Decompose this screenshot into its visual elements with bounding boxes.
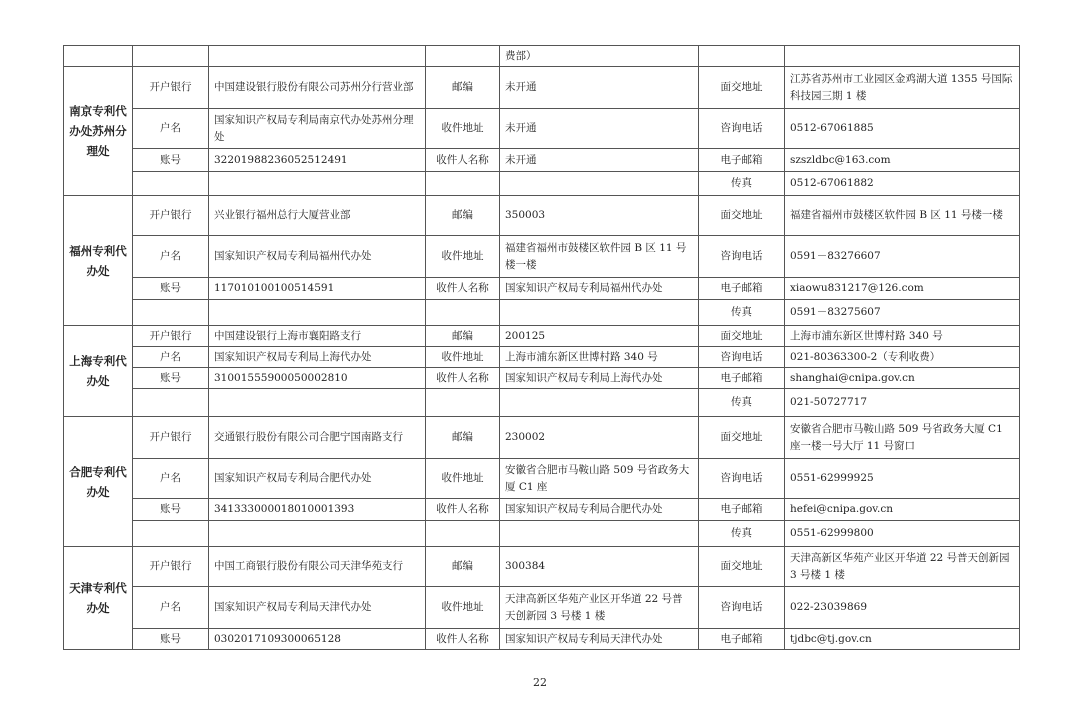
- fax-label: 传真: [699, 172, 785, 196]
- office-name: 上海专利代办处: [64, 326, 133, 417]
- email-label: 电子邮箱: [699, 278, 785, 300]
- account-no-value: 31001555900050002810: [209, 368, 426, 389]
- recv-name-label: 收件人名称: [426, 278, 500, 300]
- account-no-value: 117010100100514591: [209, 278, 426, 300]
- bank-value: 兴业银行福州总行大厦营业部: [209, 196, 426, 236]
- recv-address-value: 天津高新区华苑产业区开华道 22 号普天创新园 3 号楼 1 楼: [500, 587, 699, 629]
- table-row: [64, 459, 1020, 499]
- table-row: [64, 196, 1020, 236]
- email-value: xiaowu831217@126.com: [785, 278, 1020, 300]
- phone-value: 021-80363300-2（专利收费）: [785, 347, 1020, 368]
- office-address-label: 面交地址: [699, 196, 785, 236]
- recipient-address-tail: 费部）: [500, 46, 699, 67]
- postcode-label: 邮编: [426, 67, 500, 109]
- account-name-label: 户名: [133, 109, 209, 149]
- table-row: [64, 417, 1020, 459]
- office-name: 福州专利代办处: [64, 196, 133, 326]
- recv-name-value: 国家知识产权局专利局福州代办处: [500, 278, 699, 300]
- table-row: [64, 109, 1020, 149]
- fax-value: 021-50727717: [785, 389, 1020, 417]
- recv-name-value: 国家知识产权局专利局天津代办处: [500, 629, 699, 650]
- email-label: 电子邮箱: [699, 149, 785, 172]
- account-name-label: 户名: [133, 587, 209, 629]
- office-address-value: 安徽省合肥市马鞍山路 509 号省政务大厦 C1 座一楼一号大厅 11 号窗口: [785, 417, 1020, 459]
- recv-address-label: 收件地址: [426, 236, 500, 278]
- bank-value: 中国建设银行上海市襄阳路支行: [209, 326, 426, 347]
- account-name-value: 国家知识产权局专利局福州代办处: [209, 236, 426, 278]
- table-row: [64, 46, 1020, 67]
- recv-address-label: 收件地址: [426, 347, 500, 368]
- table-row: [64, 368, 1020, 389]
- email-value: szszldbc@163.com: [785, 149, 1020, 172]
- page-number: 22: [533, 676, 547, 689]
- office-address-value: 江苏省苏州市工业园区金鸡湖大道 1355 号国际科技园三期 1 楼: [785, 67, 1020, 109]
- account-no-label: 账号: [133, 629, 209, 650]
- recv-name-label: 收件人名称: [426, 149, 500, 172]
- table-row: [64, 389, 1020, 417]
- postcode-value: 200125: [500, 326, 699, 347]
- office-address-label: 面交地址: [699, 417, 785, 459]
- bank-label: 开户银行: [133, 417, 209, 459]
- table-row: [64, 172, 1020, 196]
- recv-address-label: 收件地址: [426, 587, 500, 629]
- recv-name-label: 收件人名称: [426, 499, 500, 521]
- account-no-label: 账号: [133, 368, 209, 389]
- account-no-value: 32201988236052512491: [209, 149, 426, 172]
- office-address-label: 面交地址: [699, 326, 785, 347]
- phone-value: 0591－83276607: [785, 236, 1020, 278]
- postcode-value: 未开通: [500, 67, 699, 109]
- recv-name-label: 收件人名称: [426, 368, 500, 389]
- recv-name-value: 国家知识产权局专利局合肥代办处: [500, 499, 699, 521]
- phone-label: 咨询电话: [699, 587, 785, 629]
- fax-label: 传真: [699, 300, 785, 326]
- table-row: [64, 521, 1020, 547]
- phone-label: 咨询电话: [699, 347, 785, 368]
- postcode-value: 230002: [500, 417, 699, 459]
- phone-value: 022-23039869: [785, 587, 1020, 629]
- office-address-value: 福建省福州市鼓楼区软件园 B 区 11 号楼一楼: [785, 196, 1020, 236]
- table-row: [64, 236, 1020, 278]
- fax-value: 0551-62999800: [785, 521, 1020, 547]
- table-row: [64, 629, 1020, 650]
- table-row: [64, 67, 1020, 109]
- account-name-label: 户名: [133, 459, 209, 499]
- recv-address-value: 上海市浦东新区世博村路 340 号: [500, 347, 699, 368]
- office-address-label: 面交地址: [699, 547, 785, 587]
- recv-name-label: 收件人名称: [426, 629, 500, 650]
- account-no-label: 账号: [133, 149, 209, 172]
- patent-office-table: [63, 45, 1020, 650]
- phone-label: 咨询电话: [699, 236, 785, 278]
- postcode-label: 邮编: [426, 417, 500, 459]
- phone-label: 咨询电话: [699, 459, 785, 499]
- email-value: shanghai@cnipa.gov.cn: [785, 368, 1020, 389]
- office-address-value: 上海市浦东新区世博村路 340 号: [785, 326, 1020, 347]
- recv-address-label: 收件地址: [426, 109, 500, 149]
- recv-address-label: 收件地址: [426, 459, 500, 499]
- account-name-value: 国家知识产权局专利局上海代办处: [209, 347, 426, 368]
- office-name: 合肥专利代办处: [64, 417, 133, 547]
- email-label: 电子邮箱: [699, 629, 785, 650]
- office-name: 天津专利代办处: [64, 547, 133, 650]
- table-row: [64, 300, 1020, 326]
- email-value: tjdbc@tj.gov.cn: [785, 629, 1020, 650]
- table-row: [64, 347, 1020, 368]
- table-row: [64, 326, 1020, 347]
- office-address-label: 面交地址: [699, 67, 785, 109]
- bank-label: 开户银行: [133, 67, 209, 109]
- account-name-label: 户名: [133, 347, 209, 368]
- account-name-value: 国家知识产权局专利局合肥代办处: [209, 459, 426, 499]
- account-name-label: 户名: [133, 236, 209, 278]
- postcode-label: 邮编: [426, 547, 500, 587]
- account-no-value: 341333000018010001393: [209, 499, 426, 521]
- recv-name-value: 国家知识产权局专利局上海代办处: [500, 368, 699, 389]
- office-name: 南京专利代办处苏州分理处: [64, 67, 133, 196]
- recv-address-value: 未开通: [500, 109, 699, 149]
- email-label: 电子邮箱: [699, 368, 785, 389]
- recv-address-value: 福建省福州市鼓楼区软件园 B 区 11 号楼一楼: [500, 236, 699, 278]
- table-row: [64, 278, 1020, 300]
- bank-label: 开户银行: [133, 547, 209, 587]
- account-no-label: 账号: [133, 499, 209, 521]
- bank-label: 开户银行: [133, 326, 209, 347]
- table-row: [64, 499, 1020, 521]
- postcode-value: 300384: [500, 547, 699, 587]
- bank-value: 中国工商银行股份有限公司天津华苑支行: [209, 547, 426, 587]
- phone-label: 咨询电话: [699, 109, 785, 149]
- phone-value: 0512-67061885: [785, 109, 1020, 149]
- bank-value: 中国建设银行股份有限公司苏州分行营业部: [209, 67, 426, 109]
- recv-address-value: 安徽省合肥市马鞍山路 509 号省政务大厦 C1 座: [500, 459, 699, 499]
- bank-value: 交通银行股份有限公司合肥宁国南路支行: [209, 417, 426, 459]
- fax-value: 0591－83275607: [785, 300, 1020, 326]
- postcode-value: 350003: [500, 196, 699, 236]
- table-row: [64, 587, 1020, 629]
- phone-value: 0551-62999925: [785, 459, 1020, 499]
- email-label: 电子邮箱: [699, 499, 785, 521]
- fax-label: 传真: [699, 389, 785, 417]
- account-name-value: 国家知识产权局专利局天津代办处: [209, 587, 426, 629]
- table-row: [64, 547, 1020, 587]
- email-value: hefei@cnipa.gov.cn: [785, 499, 1020, 521]
- fax-label: 传真: [699, 521, 785, 547]
- recv-name-value: 未开通: [500, 149, 699, 172]
- account-name-value: 国家知识产权局专利局南京代办处苏州分理处: [209, 109, 426, 149]
- postcode-label: 邮编: [426, 326, 500, 347]
- bank-label: 开户银行: [133, 196, 209, 236]
- table-row: [64, 149, 1020, 172]
- account-no-value: 0302017109300065128: [209, 629, 426, 650]
- postcode-label: 邮编: [426, 196, 500, 236]
- fax-value: 0512-67061882: [785, 172, 1020, 196]
- account-no-label: 账号: [133, 278, 209, 300]
- office-address-value: 天津高新区华苑产业区开华道 22 号普天创新园 3 号楼 1 楼: [785, 547, 1020, 587]
